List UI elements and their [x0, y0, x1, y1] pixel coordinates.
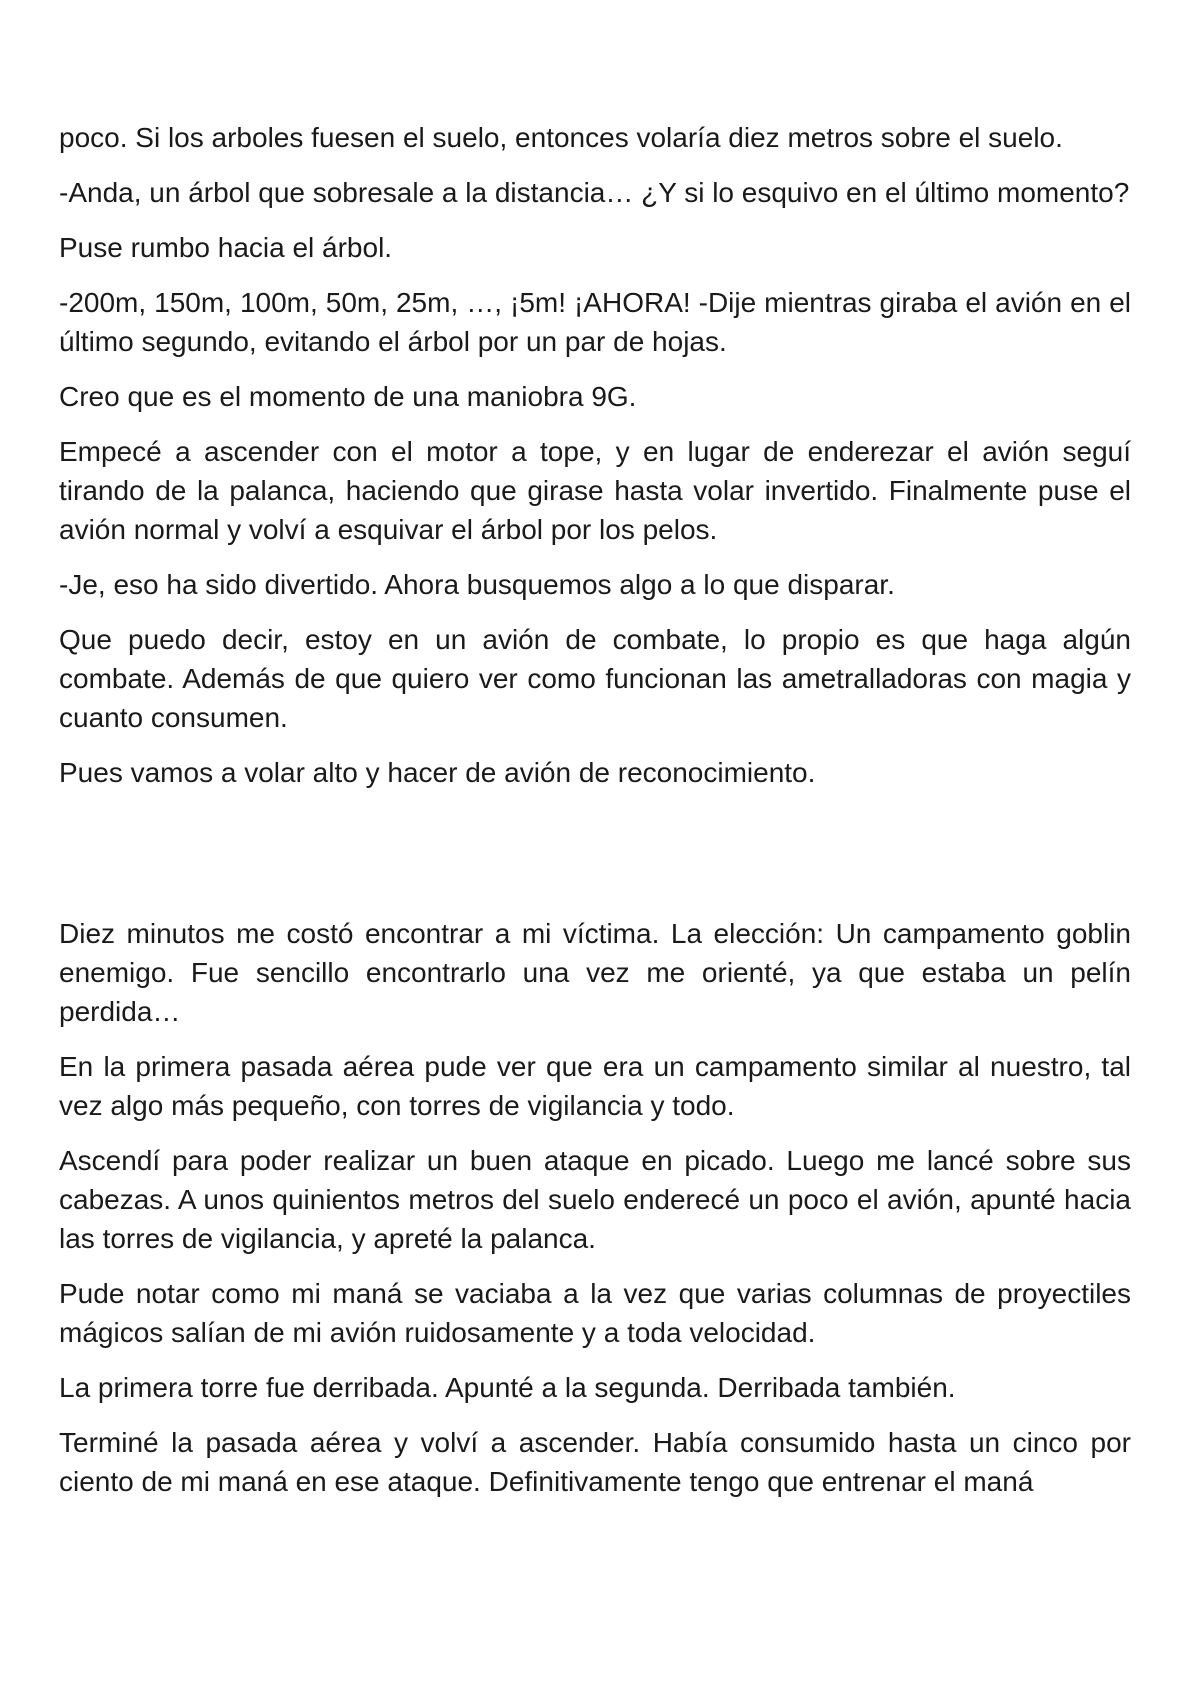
paragraph: Pude notar como mi maná se vaciaba a la vez que varias columnas de proyectiles mágicos salían de mi avión ruidosamente y a toda velocidad. [59, 1278, 1131, 1348]
paragraph: Empecé a ascender con el motor a tope, y en lugar de enderezar el avión seguí tirando de la palanca, haciendo que girase hasta volar invertido. Finalmente puse el avión normal y volví a esquivar el árbol por los pelos. [59, 436, 1131, 545]
paragraph: La primera torre fue derribada. Apunté a la segunda. Derribada también. [59, 1372, 956, 1403]
section-break [59, 808, 1131, 914]
paragraph: Diez minutos me costó encontrar a mi víctima. La elección: Un campamento goblin enemigo. Fue sencillo encontrarlo una vez me orienté, ya que estaba un pelín perdida… [59, 918, 1131, 1027]
paragraph: Creo que es el momento de una maniobra 9G. [59, 381, 637, 412]
body-text [59, 118, 1131, 1517]
paragraph: -Anda, un árbol que sobresale a la distancia… ¿Y si lo esquivo en el último momento? [59, 177, 1130, 208]
paragraph: -Je, eso ha sido divertido. Ahora busquemos algo a lo que disparar. [59, 569, 895, 600]
paragraph: poco. Si los arboles fuesen el suelo, entonces volaría diez metros sobre el suelo. [59, 122, 1063, 153]
paragraph: Pues vamos a volar alto y hacer de avión de reconocimiento. [59, 757, 816, 788]
paragraph: Ascendí para poder realizar un buen ataque en picado. Luego me lancé sobre sus cabezas. A unos quinientos metros del suelo enderecé un poco el avión, apunté hacia las torres de vigilancia, y apreté la palanca. [59, 1145, 1131, 1254]
paragraph: Puse rumbo hacia el árbol. [59, 232, 393, 263]
paragraph: Que puedo decir, estoy en un avión de combate, lo propio es que haga algún combate. Además de que quiero ver como funcionan las ametralladoras con magia y cuanto consumen. [59, 624, 1131, 733]
paragraph: -200m, 150m, 100m, 50m, 25m, …, ¡5m! ¡AHORA! -Dije mientras giraba el avión en el último segundo, evitando el árbol por un par de hojas. [59, 287, 1131, 357]
paragraph: Terminé la pasada aérea y volví a ascender. Había consumido hasta un cinco por ciento de mi maná en ese ataque. Definitivamente tengo que entrenar el maná [59, 1427, 1131, 1497]
paragraph: En la primera pasada aérea pude ver que era un campamento similar al nuestro, tal vez algo más pequeño, con torres de vigilancia y todo. [59, 1051, 1131, 1121]
